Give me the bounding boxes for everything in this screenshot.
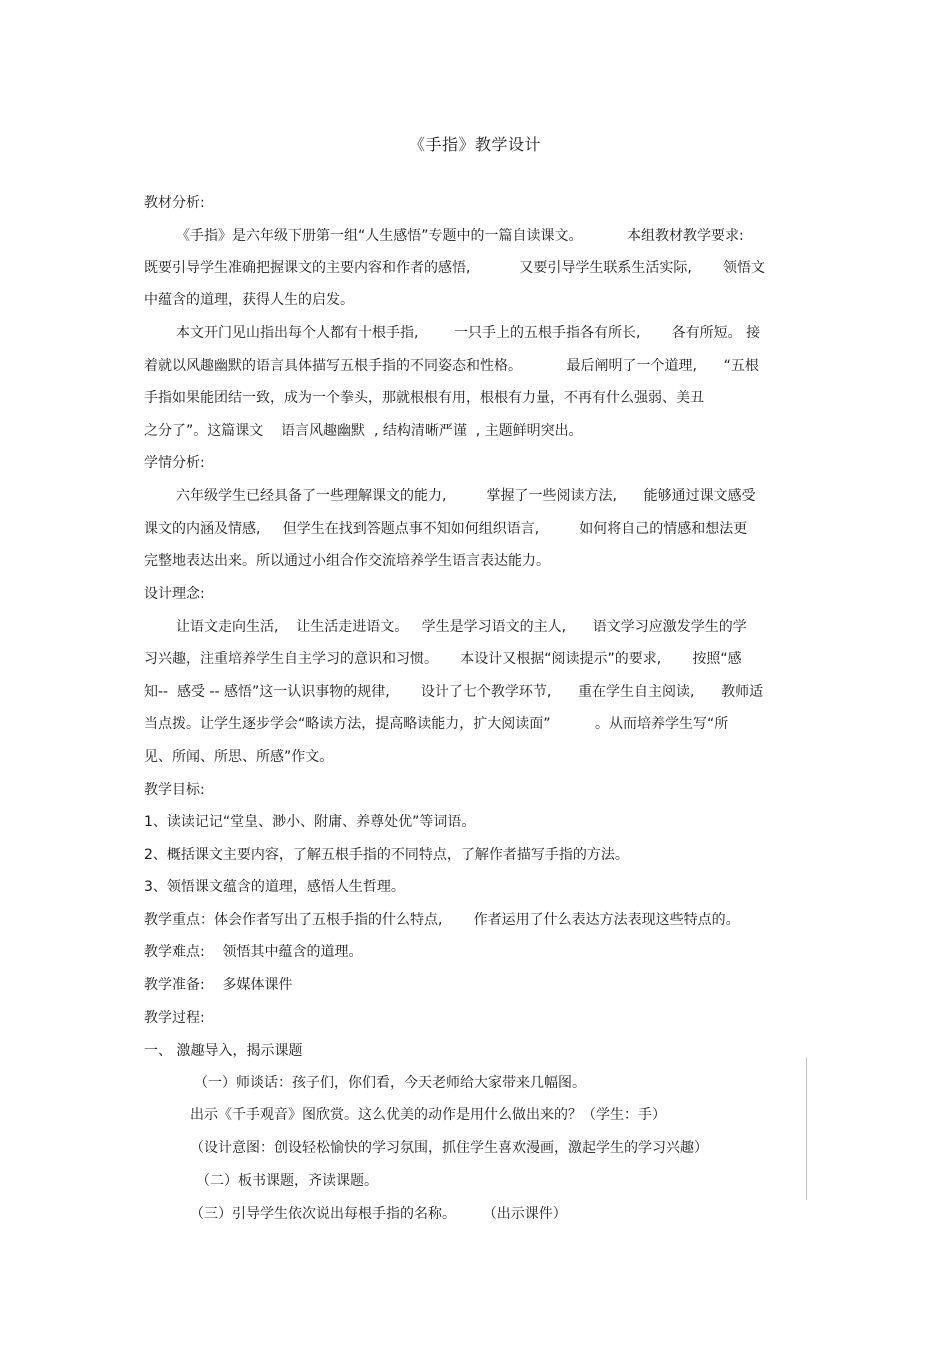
paragraph-line: 当点拨。让学生逐步学会“略读方法，提高略读能力，扩大阅读面” 。从而培养学生写“所: [144, 716, 729, 732]
paragraph-line: 见、所闻、所思、所感”作文。: [144, 749, 334, 765]
process-line: （设计意图：创设轻松愉快的学习氛围，抓住学生喜欢漫画，激起学生的学习兴趣）: [190, 1140, 708, 1156]
goal-item: 2、概括课文主要内容，了解五根手指的不同特点，了解作者描写手指的方法。: [144, 847, 629, 863]
paragraph-line: 六年级学生已经具备了一些理解课文的能力, 掌握了一些阅读方法, 能够通过课文感受: [176, 488, 756, 504]
paragraph-line: 完整地表达出来。所以通过小组合作交流培养学生语言表达能力。: [144, 553, 550, 569]
paragraph-line: 中蕴含的道理，获得人生的启发。: [144, 292, 354, 308]
process-line: （一）师谈话：孩子们，你们看，今天老师给大家带来几幅图。: [194, 1075, 586, 1091]
section-heading-textbook-analysis: 教材分析:: [144, 195, 205, 211]
process-line: 出示《千手观音》图欣赏。这么优美的动作是用什么做出来的？（学生：手）: [190, 1107, 666, 1123]
teaching-difficulty: 教学难点: 领悟其中蕴含的道理。: [144, 944, 363, 960]
process-line: （三）引导学生依次说出每根手指的名称。 （出示课件）: [190, 1206, 567, 1222]
paragraph-line: 本文开门见山指出每个人都有十根手指, 一只手上的五根手指各有所长, 各有所短。 接: [176, 325, 761, 341]
process-line: （二）板书课题，齐读课题。: [196, 1173, 378, 1189]
paragraph-line: 课文的内涵及情感, 但学生在找到答题点事不知如何组织语言, 如何将自己的情感和想法更: [144, 521, 748, 537]
goal-item: 1、读读记记“堂皇、渺小、附庸、养尊处优”等词语。: [144, 814, 476, 830]
process-step-heading: 一、 激趣导入，揭示课题: [144, 1043, 303, 1059]
section-heading-student-analysis: 学情分析:: [144, 455, 205, 471]
section-heading-design-concept: 设计理念:: [144, 586, 205, 602]
paragraph-line: 《手指》是六年级下册第一组“人生感悟”专题中的一篇自读课文。 本组教材教学要求:: [176, 228, 744, 244]
paragraph-line: 之分了”。这篇课文 语言风趣幽默 , 结构清晰严谨 , 主题鲜明突出。: [144, 423, 583, 439]
paragraph-line: 让语文走向生活, 让生活走进语文。 学生是学习语文的主人, 语文学习应激发学生的学: [176, 619, 747, 635]
goal-item: 3、领悟课文蕴含的道理，感悟人生哲理。: [144, 879, 405, 895]
paragraph-line: 习兴趣，注重培养学生自主学习的意识和习惯。 本设计又根据“阅读提示”的要求, 按照“感: [144, 651, 742, 667]
paragraph-line: 既要引导学生准确把握课文的主要内容和作者的感悟, 又要引导学生联系生活实际, 领悟文: [144, 260, 766, 276]
paragraph-line: 知-- 感受 -- 感悟”这一认识事物的规律, 设计了七个教学环节, 重在学生自主阅读, 教师适: [144, 684, 764, 700]
section-heading-teaching-goals: 教学目标:: [144, 782, 205, 798]
paragraph-line: 手指如果能团结一致，成为一个拳头，那就根根有用，根根有力量，不再有什么强弱、美丑: [144, 390, 704, 406]
document-title: 《手指》教学设计: [408, 135, 541, 154]
teaching-key-point: 教学重点：体会作者写出了五根手指的什么特点, 作者运用了什么表达方法表现这些特点的。: [144, 912, 740, 928]
margin-rule-line: [806, 1058, 807, 1200]
teaching-preparation: 教学准备: 多媒体课件: [144, 977, 293, 993]
section-heading-teaching-process: 教学过程:: [144, 1010, 205, 1026]
paragraph-line: 着就以风趣幽默的语言具体描写五根手指的不同姿态和性格。 最后阐明了一个道理, “五根: [144, 358, 759, 374]
